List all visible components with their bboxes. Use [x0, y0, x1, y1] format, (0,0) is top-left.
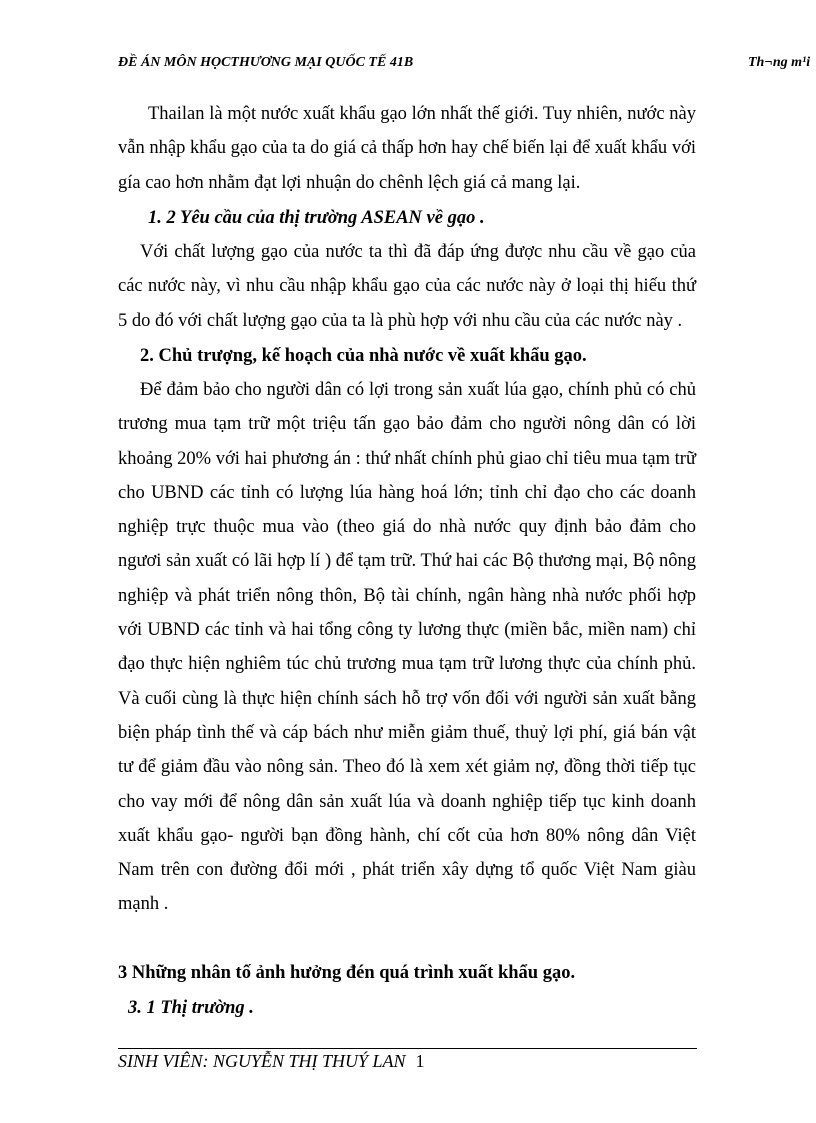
- paragraph-text: Để đảm bảo cho người dân có lợi trong sản xuất lúa gạo, chính phủ có chủ trương mua tạm trữ một triệu tấn gạo bảo đảm cho người nông dân có lời khoảng 20% với hai phương án : thứ nhất chính phủ giao chỉ tiêu mua tạm trữ cho UBND các tỉnh có lượng lúa hàng hoá lớn; tỉnh chỉ đạo cho các doanh nghiệp trực thuộc mua vào (theo giá do nhà nước quy định bảo đảm cho ngươi sản xuất có lãi hợp lí ) để tạm trữ. Thứ hai các Bộ thương mại, Bộ nông nghiệp và phát triển nông thôn, Bộ tài chính, ngân hàng nhà nước phối hợp với UBND các tỉnh và hai tổng công ty lương thực (miền bắc, miền nam) chỉ đạo thực hiện nghiêm túc chủ trương mua tạm trữ lương thực của chính phủ. Và cuối cùng là thực hiện chính sách hỗ trợ vốn đối với người sản xuất bằng biện pháp tình thế và cáp bách như miễn giảm thuế, thuỷ lợi phí, giá bán vật tư để giảm đầu vào nông sản. Theo đó là xem xét giảm nợ, đồng thời tiếp tục cho vay mới để nông dân sản xuất lúa và doanh nghiệp tiếp tục kinh doanh xuất khẩu gạo- người bạn đồng hành, chí cốt của hơn 80% nông dân Việt Nam trên con đường đổi mới , phát triển xây dựng tổ quốc Việt Nam giàu mạnh .: [118, 380, 696, 915]
- footer-divider: [118, 1048, 697, 1049]
- page-header: [118, 55, 816, 79]
- footer-author: SINH VIÊN: NGUYỄN THỊ THUÝ LAN: [118, 1051, 406, 1071]
- section-heading-2: [140, 339, 718, 373]
- page-footer: [118, 1051, 425, 1072]
- header-course-title: ĐỀ ÁN MÔN HỌCTHƯƠNG MẠI QUỐC TẾ 41B: [118, 55, 414, 70]
- paragraph-thailand: [118, 97, 696, 200]
- section-heading-3: [118, 956, 696, 990]
- header-subject: Th¬ng m¹i: [748, 55, 811, 70]
- paragraph-asean-requirements: [118, 235, 696, 338]
- heading-text: 3. 1 Thị trường .: [128, 998, 254, 1018]
- heading-text: 1. 2 Yêu cầu của thị trường ASEAN về gạo .: [148, 208, 485, 228]
- heading-text: 3 Những nhân tố ảnh hưởng đén quá trình xuất khẩu gạo.: [118, 963, 576, 983]
- paragraph-text: Với chất lượng gạo của nước ta thì đã đáp ứng được nhu cầu về gạo của các nước này, vì nhu cầu nhập khẩu gạo của các nước này ở loại thị hiếu thứ 5 do đó với chất lượng gạo của ta là phù hợp với nhu cầu của các nước này .: [118, 242, 696, 331]
- page-number: 1: [415, 1051, 425, 1071]
- paragraph-text: Thailan là một nước xuất khẩu gạo lớn nhất thế giới. Tuy nhiên, nước này vẫn nhập khẩu gạo của ta do giá cả thấp hơn hay chế biến lại để xuất khẩu với gía cao hơn nhằm đạt lợi nhuận do chênh lệch giá cả mang lại.: [118, 104, 696, 193]
- paragraph-state-policy: [118, 373, 696, 922]
- section-heading-1-2: [148, 201, 726, 235]
- heading-text: 2. Chủ trượng, kế hoạch của nhà nước về xuất khẩu gạo.: [140, 346, 587, 366]
- section-heading-3-1: [128, 991, 706, 1025]
